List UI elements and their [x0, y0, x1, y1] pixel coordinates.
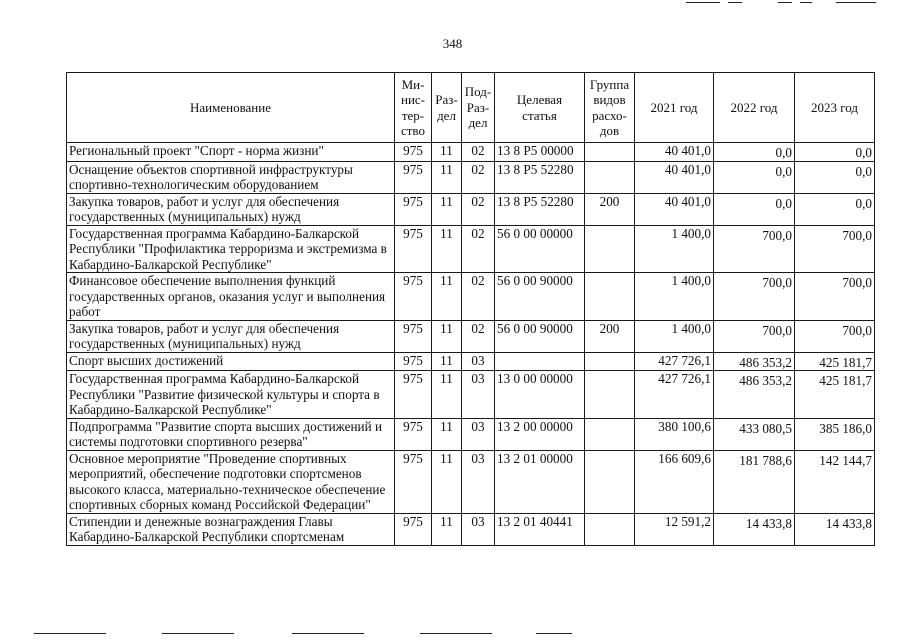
cell-expense-group — [585, 352, 635, 371]
scan-artifact-line — [836, 2, 876, 3]
cell-subsection: 02 — [462, 320, 495, 352]
header-2023-text: 2023 год — [811, 99, 858, 115]
cell-ministry: 975 — [395, 418, 432, 450]
cell-subsection: 03 — [462, 371, 495, 419]
cell-target: 56 0 00 90000 — [495, 273, 585, 321]
cell-2022: 700,0 — [714, 320, 795, 352]
table-row — [67, 450, 875, 513]
cell-name: Закупка товаров, работ и услуг для обеспечения государственных (муниципальных) нужд — [67, 193, 395, 225]
scan-artifact-line — [686, 2, 720, 3]
cell-target: 13 8 Р5 52280 — [495, 193, 585, 225]
cell-subsection: 02 — [462, 161, 495, 193]
cell-2021: 1 400,0 — [635, 320, 714, 352]
table-row — [67, 352, 875, 371]
header-subsection — [462, 73, 495, 143]
cell-2023: 425 181,7 — [795, 352, 875, 371]
cell-2021: 1 400,0 — [635, 273, 714, 321]
cell-2023: 142 144,7 — [795, 450, 875, 513]
header-2022 — [714, 73, 795, 143]
header-section-text: Раз- дел — [435, 92, 458, 123]
budget-table — [66, 72, 875, 546]
header-name-text: Наименование — [190, 99, 271, 115]
table-body — [67, 143, 875, 546]
cell-2021: 40 401,0 — [635, 161, 714, 193]
cell-expense-group: 200 — [585, 320, 635, 352]
table-row — [67, 143, 875, 162]
table-row — [67, 513, 875, 545]
cell-name: Закупка товаров, работ и услуг для обеспечения государственных (муниципальных) нужд — [67, 320, 395, 352]
table-header-row — [67, 73, 875, 143]
cell-ministry: 975 — [395, 513, 432, 545]
cell-expense-group — [585, 225, 635, 273]
cell-target: 13 2 01 00000 — [495, 450, 585, 513]
cell-ministry: 975 — [395, 450, 432, 513]
cell-name: Спорт высших достижений — [67, 352, 395, 371]
table-row — [67, 371, 875, 419]
header-2023 — [795, 73, 875, 143]
cell-section: 11 — [432, 320, 462, 352]
cell-name: Государственная программа Кабардино-Балкарской Республики "Развитие физической культуры и спорта в Кабардино-Балкарской Республике" — [67, 371, 395, 419]
table-row — [67, 320, 875, 352]
cell-name: Региональный проект "Спорт - норма жизни" — [67, 143, 395, 162]
header-subsection-text: Под- Раз- дел — [464, 84, 492, 131]
cell-name: Основное мероприятие "Проведение спортивных мероприятий, обеспечение подготовки спортсменов высокого класса, материально-техническое обеспечение спортивных сборных команд Российской Федерации" — [67, 450, 395, 513]
cell-subsection: 03 — [462, 513, 495, 545]
cell-section: 11 — [432, 273, 462, 321]
cell-target: 13 2 01 40441 — [495, 513, 585, 545]
cell-subsection: 02 — [462, 143, 495, 162]
cell-2021: 12 591,2 — [635, 513, 714, 545]
cell-subsection: 03 — [462, 352, 495, 371]
cell-target: 13 8 Р5 52280 — [495, 161, 585, 193]
header-target-text: Целевая статья — [516, 92, 563, 123]
cell-2023: 0,0 — [795, 193, 875, 225]
cell-ministry: 975 — [395, 320, 432, 352]
cell-2023: 14 433,8 — [795, 513, 875, 545]
cell-ministry: 975 — [395, 352, 432, 371]
cell-expense-group — [585, 371, 635, 419]
scan-artifact-line — [162, 633, 234, 634]
cell-ministry: 975 — [395, 371, 432, 419]
scan-artifact-line — [800, 2, 812, 3]
cell-ministry: 975 — [395, 225, 432, 273]
cell-2022: 700,0 — [714, 273, 795, 321]
cell-expense-group — [585, 513, 635, 545]
cell-section: 11 — [432, 352, 462, 371]
cell-expense-group — [585, 161, 635, 193]
cell-2021: 166 609,6 — [635, 450, 714, 513]
cell-expense-group — [585, 450, 635, 513]
table-row — [67, 193, 875, 225]
cell-2022: 486 353,2 — [714, 371, 795, 419]
cell-expense-group — [585, 418, 635, 450]
table-row — [67, 161, 875, 193]
page-number: 348 — [442, 36, 463, 51]
scan-artifact-line — [34, 633, 106, 634]
cell-name: Оснащение объектов спортивной инфраструктуры спортивно-технологическим оборудованием — [67, 161, 395, 193]
scan-artifact-line — [778, 2, 792, 3]
cell-name: Финансовое обеспечение выполнения функций государственных органов, оказания услуг и выполнения работ — [67, 273, 395, 321]
cell-2022: 0,0 — [714, 193, 795, 225]
header-name — [67, 73, 395, 143]
cell-2023: 425 181,7 — [795, 371, 875, 419]
cell-target: 56 0 00 00000 — [495, 225, 585, 273]
cell-2023: 385 186,0 — [795, 418, 875, 450]
scan-artifact-line — [536, 633, 572, 634]
cell-name: Стипендии и денежные вознаграждения Главы Кабардино-Балкарской Республики спортсменам — [67, 513, 395, 545]
table-row — [67, 273, 875, 321]
header-2022-text: 2022 год — [730, 99, 778, 115]
cell-2021: 380 100,6 — [635, 418, 714, 450]
cell-target: 13 8 Р5 00000 — [495, 143, 585, 162]
cell-name: Подпрограмма "Развитие спорта высших достижений и системы подготовки спортивного резерва" — [67, 418, 395, 450]
cell-subsection: 02 — [462, 193, 495, 225]
header-2021 — [635, 73, 714, 143]
cell-ministry: 975 — [395, 161, 432, 193]
cell-2022: 0,0 — [714, 161, 795, 193]
cell-section: 11 — [432, 143, 462, 162]
cell-subsection: 02 — [462, 273, 495, 321]
cell-2021: 427 726,1 — [635, 352, 714, 371]
cell-2023: 0,0 — [795, 161, 875, 193]
table-row — [67, 225, 875, 273]
cell-2022: 486 353,2 — [714, 352, 795, 371]
cell-name: Государственная программа Кабардино-Балкарской Республики "Профилактика терроризма и экстремизма в Кабардино-Балкарской Республике" — [67, 225, 395, 273]
cell-ministry: 975 — [395, 143, 432, 162]
header-section — [432, 73, 462, 143]
cell-section: 11 — [432, 371, 462, 419]
cell-section: 11 — [432, 225, 462, 273]
cell-2021: 1 400,0 — [635, 225, 714, 273]
header-ministry-text: Ми- нис- тер- ство — [400, 76, 425, 138]
cell-section: 11 — [432, 513, 462, 545]
cell-2023: 0,0 — [795, 143, 875, 162]
cell-target: 13 0 00 00000 — [495, 371, 585, 419]
cell-subsection: 02 — [462, 225, 495, 273]
cell-2023: 700,0 — [795, 225, 875, 273]
cell-2022: 433 080,5 — [714, 418, 795, 450]
cell-target — [495, 352, 585, 371]
cell-expense-group — [585, 273, 635, 321]
cell-ministry: 975 — [395, 273, 432, 321]
cell-section: 11 — [432, 450, 462, 513]
header-expense-group-text: Группа видов расхо- дов — [589, 76, 630, 138]
cell-section: 11 — [432, 418, 462, 450]
cell-2022: 700,0 — [714, 225, 795, 273]
header-2021-text: 2021 год — [650, 99, 698, 115]
cell-section: 11 — [432, 193, 462, 225]
cell-2021: 40 401,0 — [635, 193, 714, 225]
scan-artifact-line — [420, 633, 492, 634]
cell-2022: 181 788,6 — [714, 450, 795, 513]
cell-target: 56 0 00 90000 — [495, 320, 585, 352]
scan-artifact-line — [292, 633, 364, 634]
cell-section: 11 — [432, 161, 462, 193]
cell-2022: 0,0 — [714, 143, 795, 162]
cell-target: 13 2 00 00000 — [495, 418, 585, 450]
table-row — [67, 418, 875, 450]
cell-subsection: 03 — [462, 418, 495, 450]
cell-2021: 40 401,0 — [635, 143, 714, 162]
cell-expense-group — [585, 143, 635, 162]
cell-ministry: 975 — [395, 193, 432, 225]
header-expense-group — [585, 73, 635, 143]
header-ministry — [395, 73, 432, 143]
cell-2022: 14 433,8 — [714, 513, 795, 545]
cell-2023: 700,0 — [795, 320, 875, 352]
header-target — [495, 73, 585, 143]
scan-artifact-line — [728, 2, 742, 3]
cell-subsection: 03 — [462, 450, 495, 513]
cell-2021: 427 726,1 — [635, 371, 714, 419]
cell-2023: 700,0 — [795, 273, 875, 321]
cell-expense-group: 200 — [585, 193, 635, 225]
